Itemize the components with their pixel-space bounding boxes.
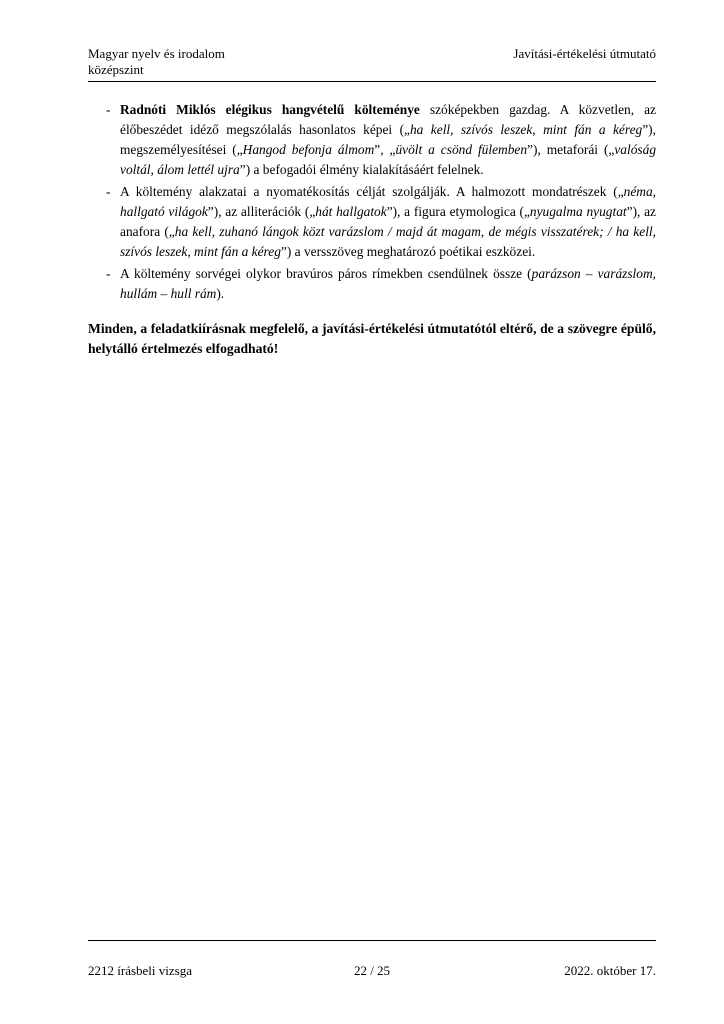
quoted-text: ha kell, zuhanó lángok közt varázslom / majd át magam, de mégis visszatérek; / ha kell, szívós leszek, mint fán a kéreg [120, 224, 656, 259]
body-text: ”), az alliterációk („ [207, 204, 316, 219]
body-text: ”), metaforái („ [527, 142, 615, 157]
body-text: ”), megszemélyesítései („ [120, 122, 656, 157]
body-text: A költemény alakzatai a nyomatékosítás célját szolgálják. A halmozott mondatrészek („ [120, 184, 624, 199]
body-text: szóképekben gazdag. A közvetlen, az élőbeszédet idéző megszólalás hasonlatos képei („ [120, 102, 656, 137]
body-text: ). [216, 286, 225, 301]
emphasized-text: Radnóti Miklós elégikus hangvételű költeménye [120, 102, 420, 117]
header-level: középszint [88, 62, 144, 77]
body-text: ”, „ [374, 142, 396, 157]
quoted-text: valóság voltál, álom lettél ujra [120, 142, 657, 177]
footer-exam-code: 2212 írásbeli vizsga [88, 963, 192, 978]
header-subject: Magyar nyelv és irodalom [88, 46, 225, 61]
body-text: ”), a figura etymologica („ [386, 204, 530, 219]
body-text: ”) a versszöveg meghatározó poétikai eszközei. [280, 244, 536, 259]
quoted-text: ha kell, szívós leszek, mint fán a kéreg [409, 122, 643, 137]
bullet-item [88, 100, 656, 180]
footer-date: 2022. október 17. [564, 963, 656, 978]
bullet-item [88, 182, 656, 262]
header-doc-type: Javítási-értékelési útmutató [513, 46, 656, 61]
body-text: ”) a befogadói élmény kialakításáért felelnek. [239, 162, 484, 177]
acceptance-note: Minden, a feladatkiírásnak megfelelő, a javítási-értékelési útmutatótól eltérő, de a szövegre épülő, helytálló értelmezés elfogadható! [88, 321, 656, 356]
quoted-text: nyugalma nyugtat [529, 204, 627, 219]
quoted-text: Hangod befonja álmom [242, 142, 375, 157]
header-divider [88, 81, 656, 82]
quoted-text: hát hallgatok [315, 204, 387, 219]
header-subject-block [88, 46, 225, 78]
footer-divider [88, 940, 656, 941]
quoted-text: néma, hallgató világok [120, 184, 656, 219]
quoted-text: parázson – varázslom, hullám – hull rám [120, 266, 656, 301]
bullet-dash: - [106, 102, 111, 117]
bullet-dash: - [106, 266, 111, 281]
body-text: A költemény sorvégei olykor bravúros páros rímekben csendülnek össze ( [120, 266, 532, 281]
quoted-text: üvölt a csönd fülemben [395, 142, 528, 157]
bullet-item [88, 264, 656, 304]
body-text: ”), az anafora („ [120, 204, 656, 239]
bullet-dash: - [106, 184, 111, 199]
answer-key-bullets [88, 100, 656, 306]
footer-page-number: 22 / 25 [353, 963, 391, 978]
